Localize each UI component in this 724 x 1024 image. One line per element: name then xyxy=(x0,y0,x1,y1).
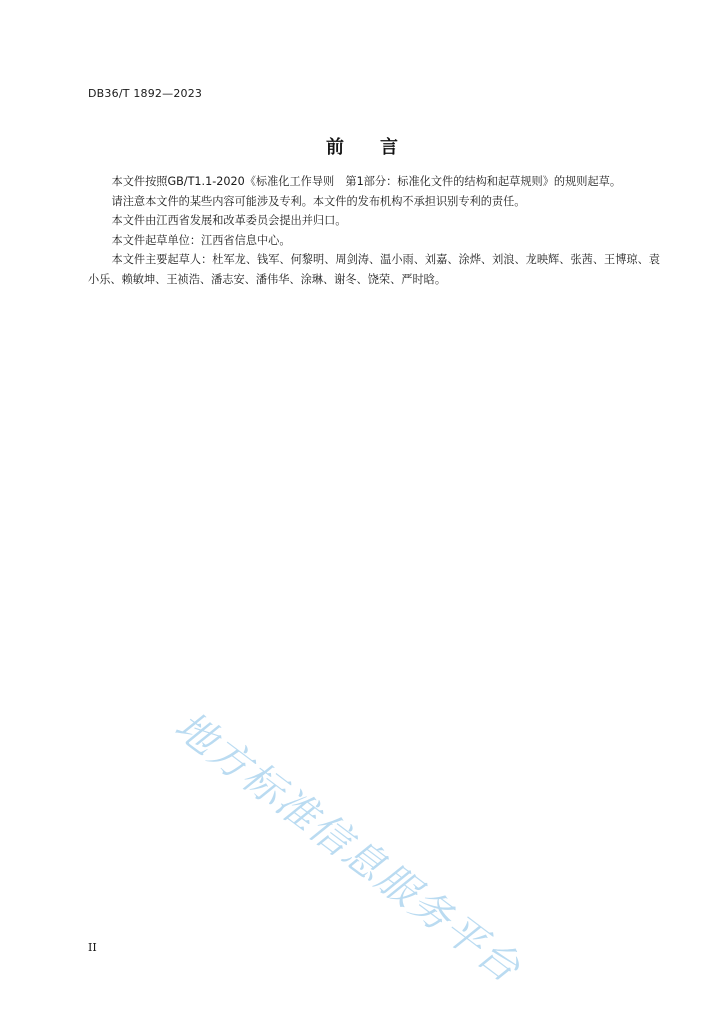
paragraph-drafting-rules: 本文件按照GB/T1.1-2020《标准化工作导则 第1部分：标准化文件的结构和起草规则》的规则起草。 xyxy=(111,175,622,188)
paragraph-drafting-unit: 本文件起草单位：江西省信息中心。 xyxy=(111,233,291,247)
paragraph-proposer: 本文件由江西省发展和改革委员会提出并归口。 xyxy=(111,214,347,228)
paragraph-drafters: 本文件主要起草人：杜军龙、钱军、何黎明、周剑涛、温小雨、刘嘉、涂烨、刘浪、龙映辉、张茜、王博琼、袁小乐、赖敏坤、王祯浩、潘志安、潘伟华、涂琳、谢冬、饶荣、严时晗。 xyxy=(88,253,660,286)
document-code: DB36/T 1892—2023 xyxy=(88,87,203,100)
watermark-text: 地方标准信息服务平台 xyxy=(166,702,530,993)
page-number: II xyxy=(88,941,97,954)
foreword-body xyxy=(88,172,660,290)
paragraph-patent-notice: 请注意本文件的某些内容可能涉及专利。本文件的发布机构不承担识别专利的责任。 xyxy=(111,194,526,208)
page-title: 前言 xyxy=(326,137,434,158)
